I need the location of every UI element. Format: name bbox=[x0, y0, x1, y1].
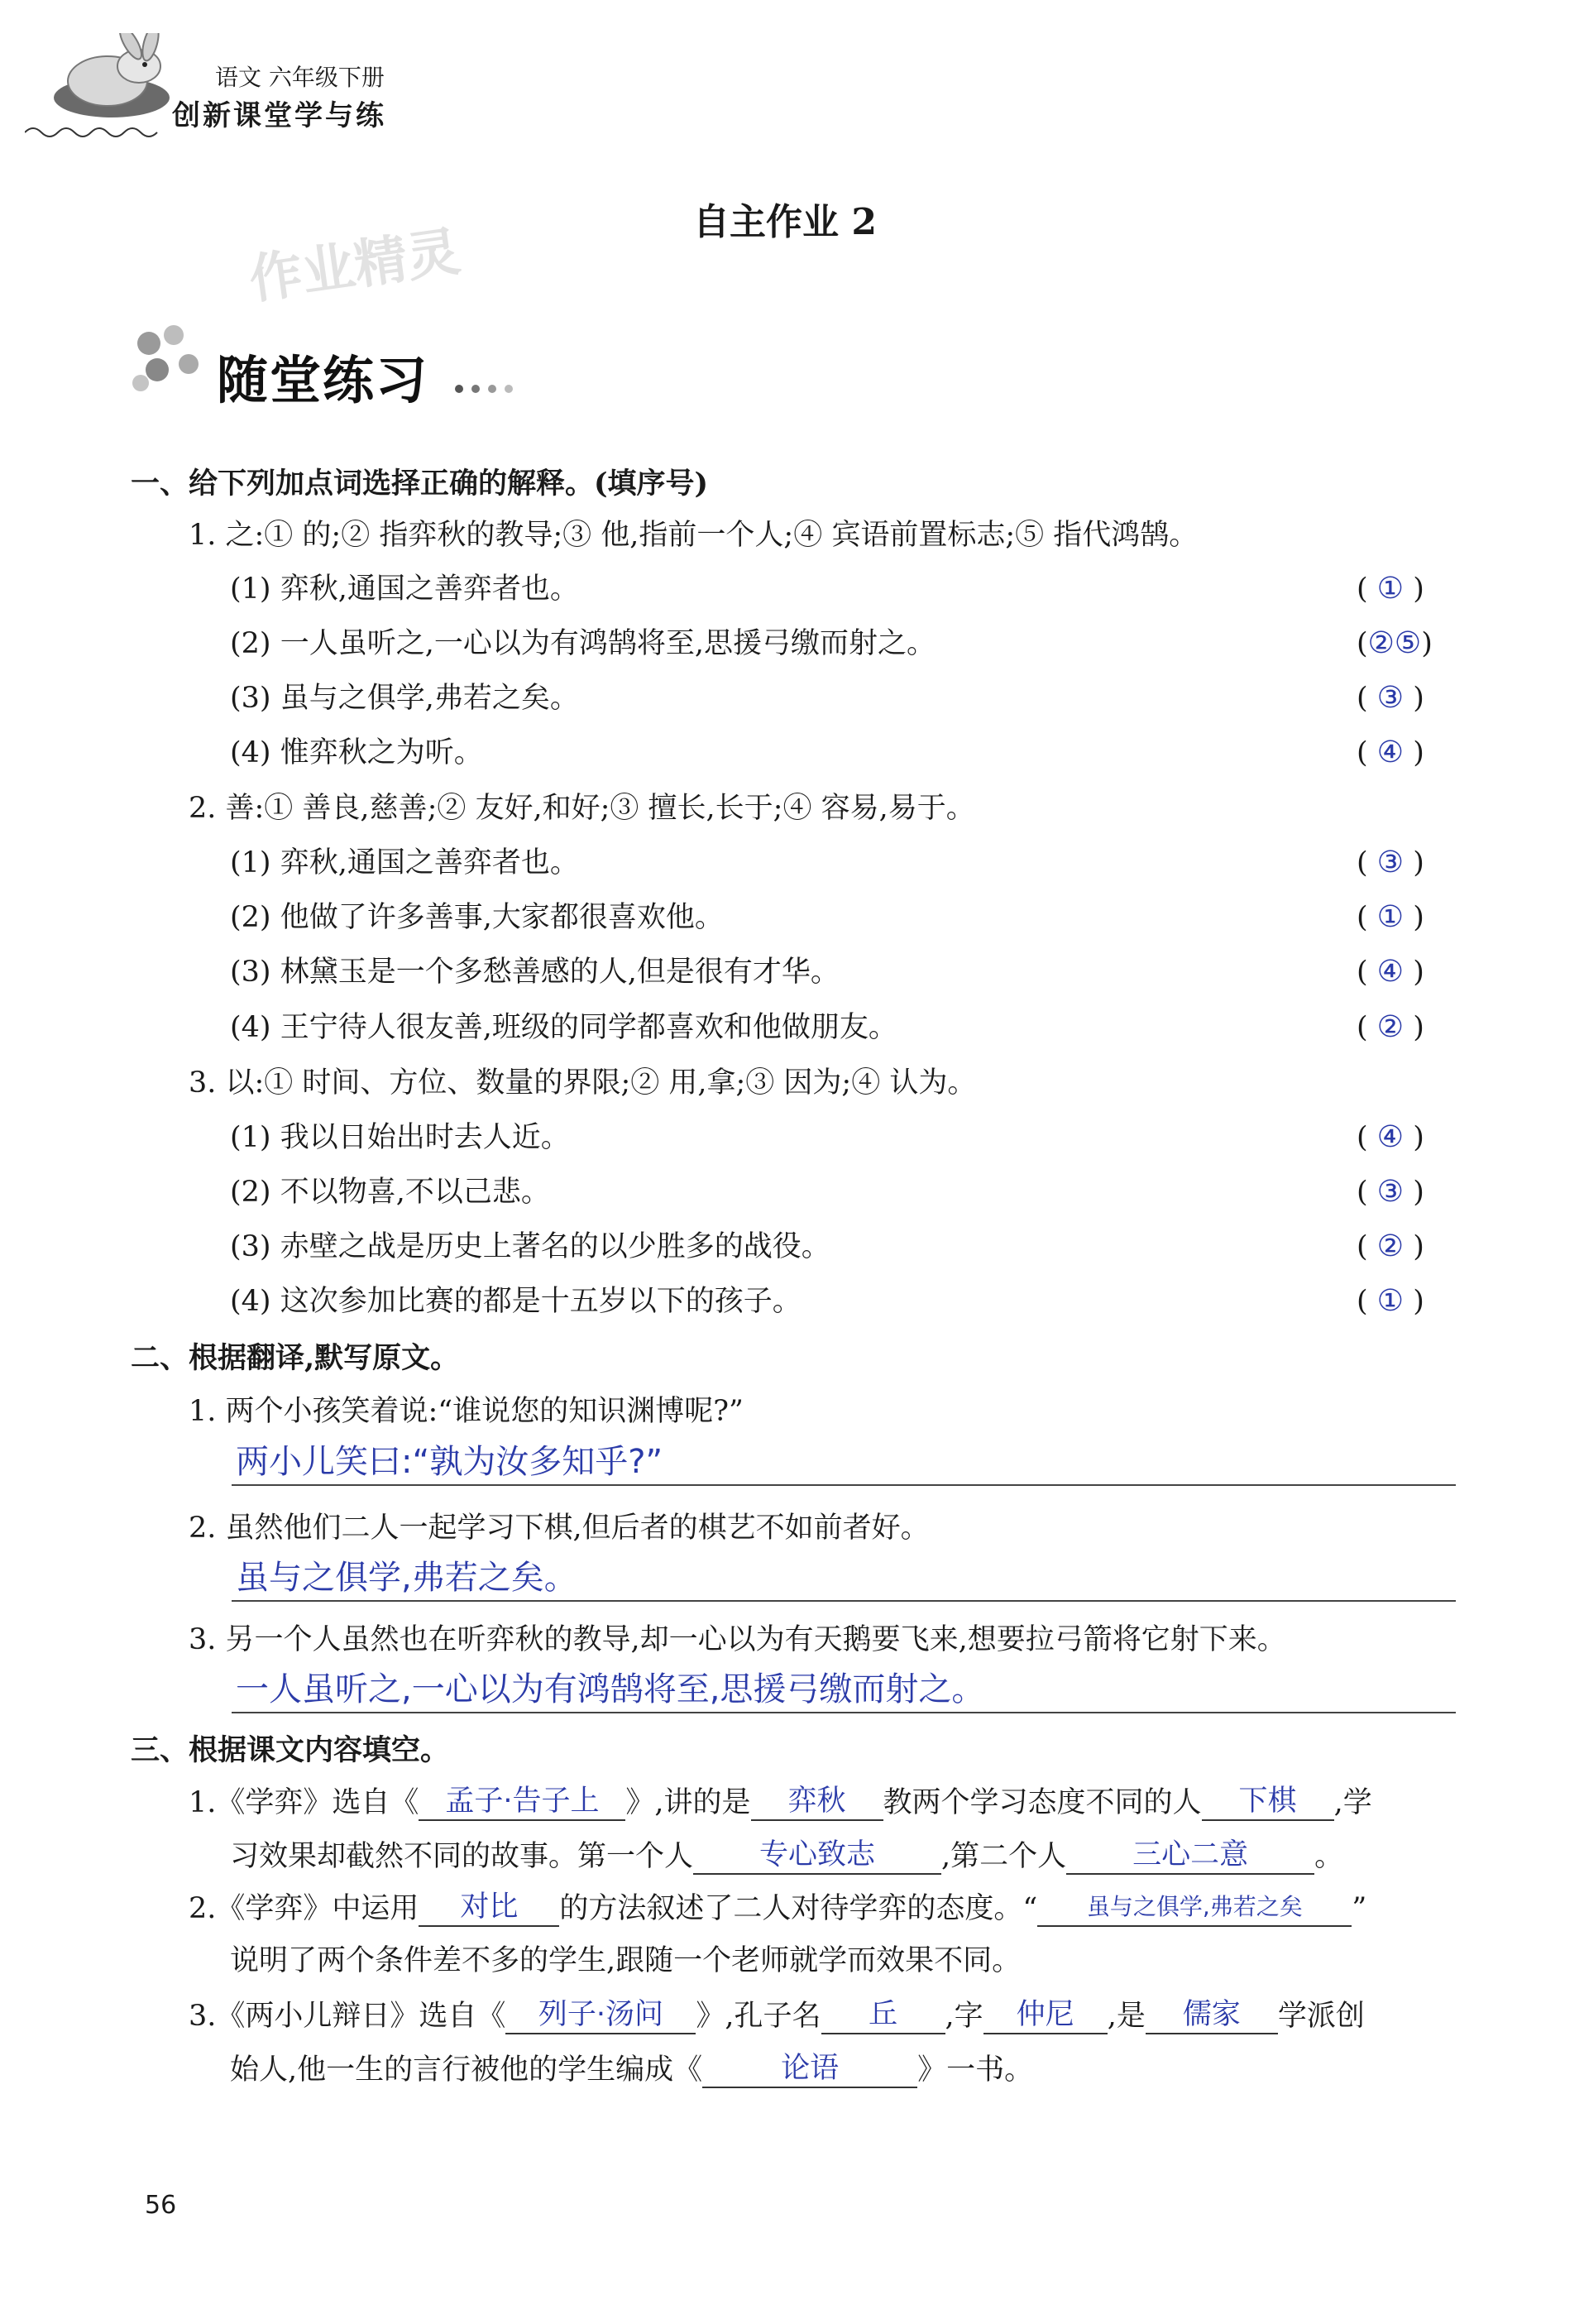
q3-item-1: (1) 我以日始出时去人近。 bbox=[230, 1121, 570, 1154]
answer-slot[interactable]: ( ① ) bbox=[1357, 900, 1424, 934]
fill-blank[interactable]: 对比 bbox=[419, 1889, 559, 1927]
answer-slot[interactable]: (②⑤) bbox=[1357, 626, 1433, 660]
translate-answer[interactable]: 一人虽听之,一心以为有鸿鹄将至,思援弓缴而射之。 bbox=[236, 1670, 985, 1708]
fill-blank[interactable]: 丘 bbox=[821, 1996, 945, 2034]
banner-title: 随堂练习 bbox=[217, 350, 429, 410]
translate-answer[interactable]: 虽与之俱学,弗若之矣。 bbox=[236, 1559, 577, 1597]
q2-item-3: (3) 林黛玉是一个多愁善感的人,但是很有才华。 bbox=[230, 956, 840, 989]
answer-text: ③ bbox=[1376, 1175, 1405, 1209]
fill-q2-line1: 2.《学弈》中运用 对比 的方法叙述了二人对待学弈的态度。“ 虽与之俱学,弗若之矣 ” bbox=[189, 1890, 1367, 1925]
answer-slot[interactable]: ( ② ) bbox=[1357, 1010, 1424, 1044]
q3-item-2: (2) 不以物喜,不以己悲。 bbox=[230, 1176, 550, 1209]
answer-slot[interactable]: ( ② ) bbox=[1357, 1229, 1424, 1263]
answer-slot[interactable]: ( ④ ) bbox=[1357, 1120, 1424, 1154]
fill-blank[interactable]: 孟子·告子上 bbox=[419, 1783, 625, 1821]
answer-text: ① bbox=[1376, 900, 1405, 934]
fill-blank[interactable]: 儒家 bbox=[1146, 1996, 1278, 2034]
answer-slot[interactable]: ( ① ) bbox=[1357, 1284, 1424, 1318]
answer-slot[interactable]: ( ① ) bbox=[1357, 572, 1424, 606]
fill-blank[interactable]: 虽与之俱学,弗若之矣 bbox=[1037, 1889, 1352, 1927]
fill-blank[interactable]: 弈秋 bbox=[751, 1783, 883, 1821]
header-subject: 语文 六年级下册 bbox=[215, 64, 385, 91]
q2-stem: 2. 善:① 善良,慈善;② 友好,和好;③ 擅长,长于;④ 容易,易于。 bbox=[189, 792, 975, 825]
answer-slot[interactable]: ( ④ ) bbox=[1357, 736, 1424, 769]
translate-question: 2. 虽然他们二人一起学习下棋,但后者的棋艺不如前者好。 bbox=[189, 1512, 930, 1545]
answer-slot[interactable]: ( ③ ) bbox=[1357, 1175, 1424, 1209]
page-number: 56 bbox=[145, 2191, 177, 2220]
q2-item-1: (1) 弈秋,通国之善弈者也。 bbox=[230, 846, 579, 879]
fill-blank[interactable]: 仲尼 bbox=[983, 1996, 1108, 2034]
q2-item-2: (2) 他做了许多善事,大家都很喜欢他。 bbox=[230, 901, 724, 934]
q1-item-4: (4) 惟弈秋之为听。 bbox=[230, 736, 483, 769]
translate-question: 1. 两个小孩笑着说:“谁说您的知识渊博呢?” bbox=[189, 1395, 744, 1428]
answer-slot[interactable]: ( ③ ) bbox=[1357, 846, 1424, 879]
answer-line bbox=[232, 1600, 1456, 1602]
fill-blank[interactable]: 下棋 bbox=[1202, 1783, 1334, 1821]
answer-text: ① bbox=[1376, 1284, 1405, 1318]
answer-text: ② bbox=[1376, 1229, 1405, 1263]
translate-answer[interactable]: 两小儿笑曰:“孰为汝多知乎?” bbox=[236, 1443, 663, 1481]
answer-text: ④ bbox=[1376, 1120, 1405, 1154]
bunny-icon bbox=[33, 33, 182, 124]
q1-item-2: (2) 一人虽听之,一心以为有鸿鹄将至,思援弓缴而射之。 bbox=[230, 627, 936, 660]
fill-blank[interactable]: 论语 bbox=[702, 2050, 917, 2088]
answer-text: ③ bbox=[1376, 681, 1405, 715]
dots-icon bbox=[451, 376, 525, 401]
answer-line bbox=[232, 1484, 1456, 1486]
q3-stem: 3. 以:① 时间、方位、数量的界限;② 用,拿;③ 因为;④ 认为。 bbox=[189, 1066, 977, 1100]
translate-question: 3. 另一个人虽然也在听弈秋的教导,却一心以为有天鹅要飞来,想要拉弓箭将它射下来。 bbox=[189, 1623, 1286, 1656]
q1-item-1: (1) 弈秋,通国之善弈者也。 bbox=[230, 573, 579, 606]
fill-q3-line2: 始人,他一生的言行被他的学生编成《 论语 》一书。 bbox=[230, 2052, 1034, 2087]
fill-q3-line1: 3.《两小儿辩日》选自《 列子·汤问 》,孔子名 丘 ,字 仲尼 ,是 儒家 学派创 bbox=[189, 1998, 1365, 2033]
fill-q1-line2: 习效果却截然不同的故事。第一个人 专心致志 ,第二个人 三心二意 。 bbox=[230, 1838, 1344, 1873]
q2-item-4: (4) 王宁待人很友善,班级的同学都喜欢和他做朋友。 bbox=[230, 1011, 897, 1044]
answer-line bbox=[232, 1712, 1456, 1713]
section-1-title: 一、给下列加点词选择正确的解释。(填序号) bbox=[131, 467, 709, 501]
fill-blank[interactable]: 专心致志 bbox=[693, 1837, 941, 1875]
header-wave bbox=[25, 124, 165, 141]
answer-slot[interactable]: ( ④ ) bbox=[1357, 955, 1424, 989]
page-title: 自主作业 2 bbox=[693, 201, 877, 243]
q1-item-3: (3) 虽与之俱学,弗若之矣。 bbox=[230, 682, 579, 715]
flower-icon bbox=[124, 319, 215, 397]
section-2-title: 二、根据翻译,默写原文。 bbox=[131, 1341, 460, 1375]
q1-stem: 1. 之:① 的;② 指弈秋的教导;③ 他,指前一个人;④ 宾语前置标志;⑤ 指代鸿鹄。 bbox=[189, 519, 1199, 552]
watermark: 作业精灵 bbox=[245, 221, 464, 312]
q3-item-4: (4) 这次参加比赛的都是十五岁以下的孩子。 bbox=[230, 1285, 802, 1318]
header-series: 创新课堂学与练 bbox=[172, 99, 386, 132]
answer-text: ④ bbox=[1376, 736, 1405, 769]
fill-q1-line1: 1.《学弈》选自《 孟子·告子上 》,讲的是 弈秋 教两个学习态度不同的人 下棋 ,学 bbox=[189, 1785, 1372, 1819]
answer-text: ②⑤ bbox=[1367, 626, 1422, 660]
answer-text: ② bbox=[1376, 1010, 1405, 1044]
section-3-title: 三、根据课文内容填空。 bbox=[131, 1733, 450, 1767]
q3-item-3: (3) 赤壁之战是历史上著名的以少胜多的战役。 bbox=[230, 1230, 830, 1263]
fill-blank[interactable]: 列子·汤问 bbox=[505, 1996, 696, 2034]
fill-q2-line2: 说明了两个条件差不多的学生,跟随一个老师就学而效果不同。 bbox=[230, 1944, 1022, 1977]
answer-text: ③ bbox=[1376, 846, 1405, 879]
fill-blank[interactable]: 三心二意 bbox=[1066, 1837, 1314, 1875]
answer-slot[interactable]: ( ③ ) bbox=[1357, 681, 1424, 715]
answer-text: ④ bbox=[1376, 955, 1405, 989]
answer-text: ① bbox=[1376, 572, 1405, 606]
